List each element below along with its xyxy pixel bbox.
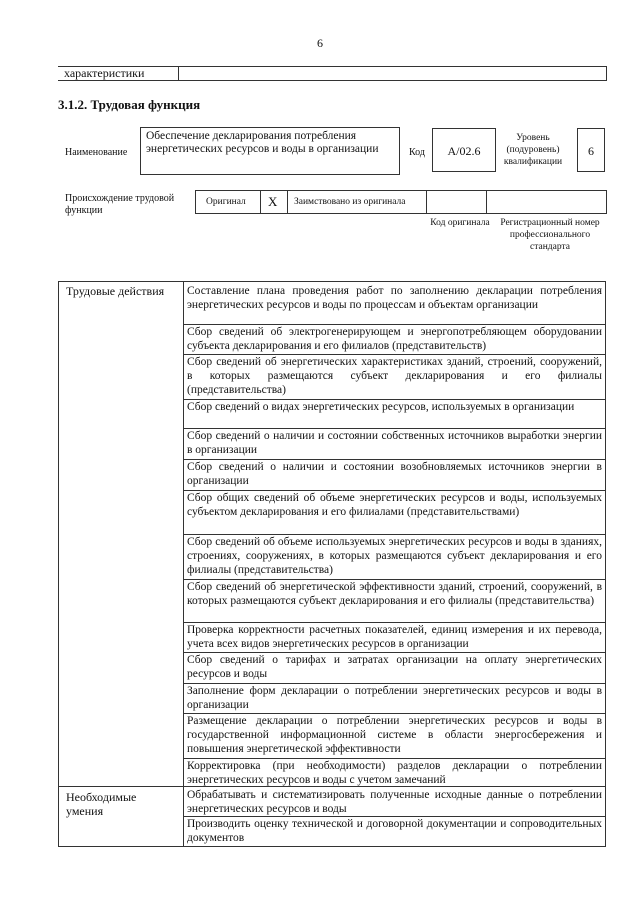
labor-action-item: Сбор сведений о тарифах и затратах организации на оплату энергетических ресурсов и воды: [187, 654, 602, 680]
origin-label: Происхождение трудовой функции: [65, 193, 175, 216]
code-label: Код: [409, 147, 425, 158]
section-separator: [58, 786, 606, 787]
row-separator: [183, 758, 606, 759]
row-separator: [183, 459, 606, 460]
origin-table: [195, 190, 607, 214]
skill-item: Обрабатывать и систематизировать полученные исходные данные о потреблении энергетических ресурсов и воды: [187, 789, 602, 815]
row-separator: [183, 652, 606, 653]
labor-action-item: Сбор сведений об энергетических характеристиках зданий, строений, сооружений, в которых размещаются субъект декларирования и его филиалы (представительства): [187, 356, 602, 396]
labor-action-item: Сбор общих сведений об объеме энергетических ресурсов и воды, используемых субъектом декларирования и его филиалами (представительствами): [187, 492, 602, 518]
row-divider: [178, 67, 179, 80]
row-separator: [183, 428, 606, 429]
origin-mark: X: [268, 194, 278, 209]
row-separator: [183, 354, 606, 355]
previous-row-label: характеристики: [64, 66, 145, 80]
section-heading: 3.1.2. Трудовая функция: [58, 97, 201, 112]
row-separator: [183, 490, 606, 491]
labor-action-item: Составление плана проведения работ по заполнению декларации потребления энергетических ресурсов и воды по процессам и объектам организации: [187, 285, 602, 311]
row-separator: [183, 816, 606, 817]
labor-actions-label: Трудовые действия: [66, 284, 165, 298]
column-divider: [183, 281, 184, 847]
row-separator: [183, 683, 606, 684]
skills-label: Необходимые умения: [66, 790, 137, 818]
skill-item: Производить оценку технической и договорной документации и сопроводительных документов: [187, 818, 602, 844]
labor-action-item: Проверка корректности расчетных показателей, единиц измерения и их перевода, учета всех видов энергетических ресурсов в организации: [187, 624, 602, 650]
labor-action-item: Сбор сведений о наличии и состоянии возобновляемых источников энергии в организации: [187, 461, 602, 487]
labor-action-item: Размещение декларации о потреблении энергетических ресурсов и воды в государственной информационной системе в области энергосбережения и повышения энергетической эффективности: [187, 715, 602, 755]
row-separator: [183, 579, 606, 580]
labor-action-item: Корректировка (при необходимости) разделов декларации о потреблении энергетических ресурсов и воды с учетом замечаний: [187, 760, 602, 786]
origin-divider: [486, 191, 487, 213]
name-value: Обеспечение декларирования потребления энергетических ресурсов и воды в организации: [140, 127, 400, 175]
page-number: 6: [317, 36, 323, 50]
labor-action-item: Сбор сведений о наличии и состоянии собственных источников выработки энергии в организации: [187, 430, 602, 456]
labor-action-item: Сбор сведений об объеме используемых энергетических ресурсов и воды в зданиях, строениях, сооружениях, в которых размещаются субъект декларирования и его филиалы (представительства): [187, 536, 602, 576]
previous-table-row: [58, 66, 607, 81]
level-label: Уровень (подуровень) квалификации: [503, 133, 563, 167]
origin-divider: [260, 191, 261, 213]
origin-divider: [426, 191, 427, 213]
row-separator: [183, 713, 606, 714]
origin-reg-caption: Регистрационный номер профессионального стандарта: [500, 218, 600, 252]
origin-code-caption: Код оригинала: [430, 218, 490, 228]
code-value: A/02.6: [432, 128, 496, 172]
labor-action-item: Сбор сведений о видах энергетических ресурсов, используемых в организации: [187, 401, 575, 413]
origin-divider: [287, 191, 288, 213]
row-separator: [183, 399, 606, 400]
labor-action-item: Сбор сведений об электрогенерирующем и энергопотребляющем оборудовании субъекта декларирования и его филиалов (представительств): [187, 326, 602, 352]
level-value: 6: [577, 128, 605, 172]
origin-original: Оригинал: [206, 197, 246, 207]
labor-action-item: Сбор сведений об энергетической эффективности зданий, строений, сооружений, в которых размещаются субъект декларирования и его филиалы (представительства): [187, 581, 602, 607]
origin-borrowed: Заимствовано из оригинала: [294, 197, 406, 207]
row-separator: [183, 622, 606, 623]
row-separator: [183, 324, 606, 325]
row-separator: [183, 534, 606, 535]
name-label: Наименование: [65, 147, 128, 158]
labor-action-item: Заполнение форм декларации о потреблении энергетических ресурсов и воды в организации: [187, 685, 602, 711]
